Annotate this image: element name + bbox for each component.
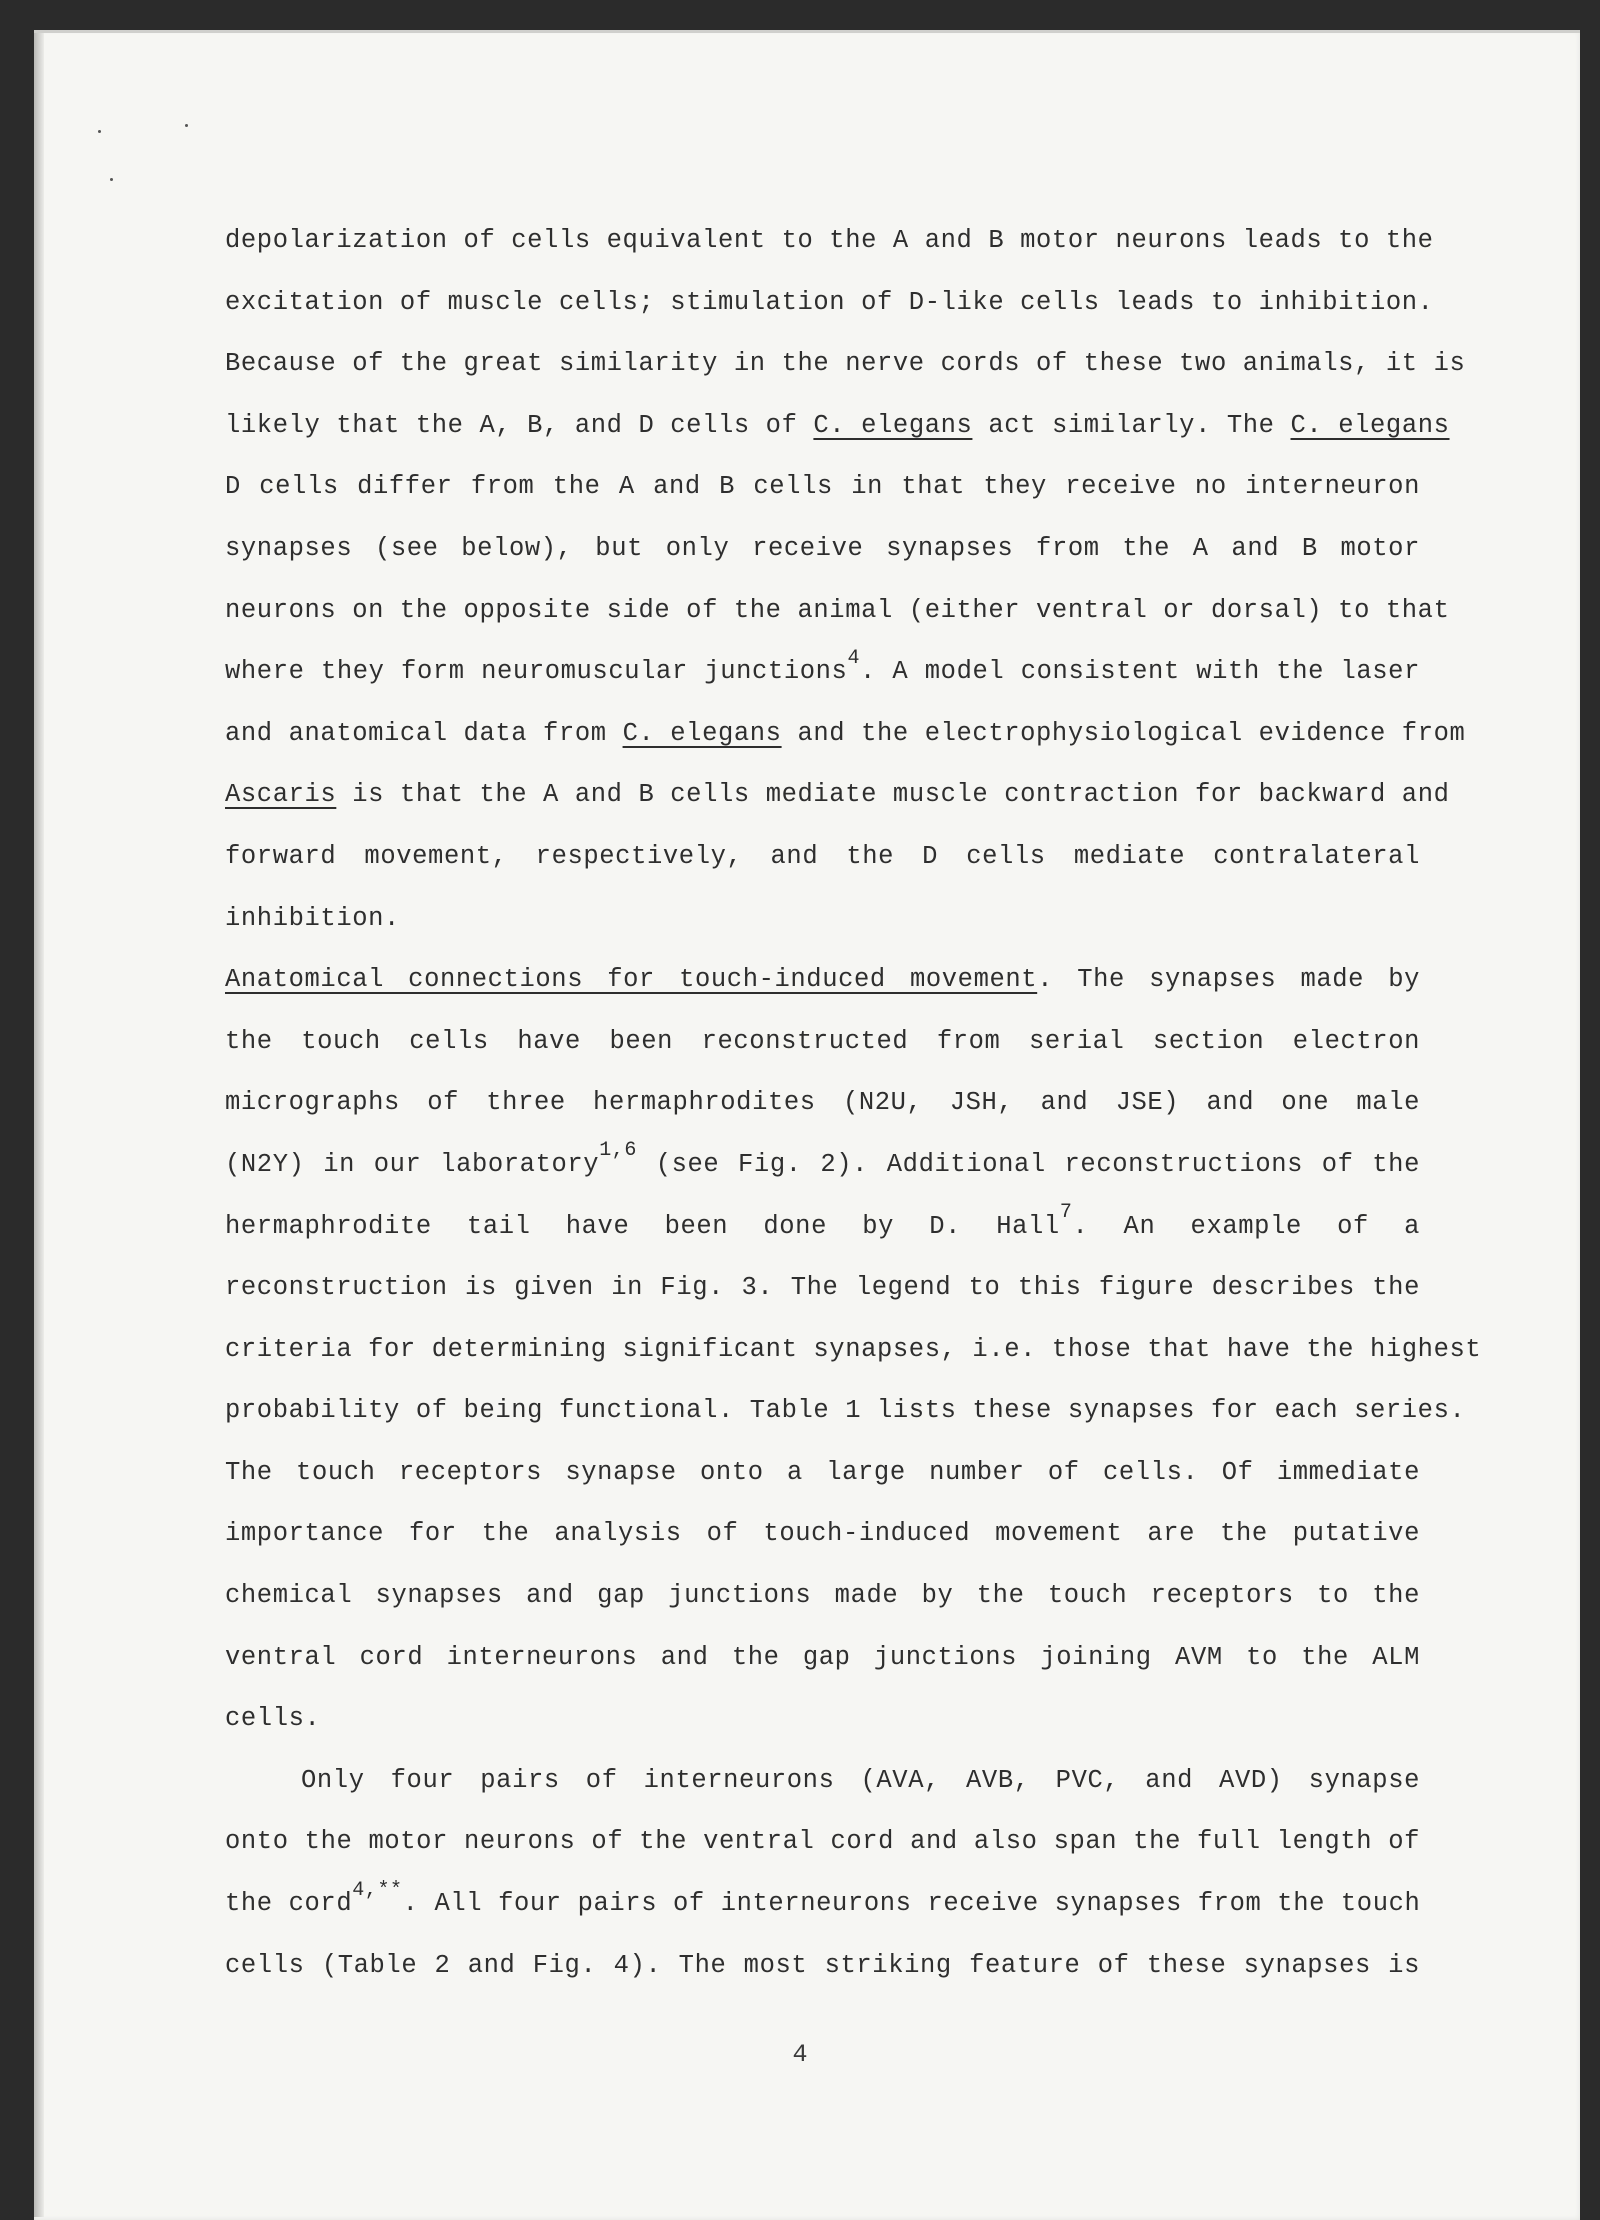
text-line: [225, 641, 1420, 703]
citation-superscript: 4: [847, 646, 861, 670]
text-run: (see Fig. 2). Additional reconstructions of the: [637, 1149, 1420, 1179]
species-name: C. elegans: [1290, 410, 1450, 440]
page-edge-shadow: [34, 30, 44, 2217]
text-line: the touch cells have been reconstructed from serial section electron: [225, 1026, 1420, 1056]
species-name: C. elegans: [622, 718, 782, 748]
text-line: importance for the analysis of touch-induced movement are the putative: [225, 1519, 1420, 1549]
text-line: forward movement, respectively, and the D cells mediate contralateral: [225, 841, 1420, 871]
citation-superscript: 7: [1059, 1201, 1073, 1224]
text-line: Because of the great similarity in the nerve cords of these two animals, it is: [225, 349, 1466, 379]
text-line: neurons on the opposite side of the animal (either ventral or dorsal) to that: [225, 595, 1450, 625]
page-number: 4: [792, 2040, 808, 2069]
text-line: cells.: [225, 1704, 321, 1734]
text-line: [225, 703, 1466, 765]
text-line: excitation of muscle cells; stimulation of D-like cells leads to inhibition.: [225, 287, 1434, 317]
text-line: synapses (see below), but only receive synapses from the A and B motor: [225, 533, 1420, 563]
text-run: (N2Y) in our laboratory: [225, 1149, 600, 1179]
text-run: and the electrophysiological evidence from: [781, 718, 1466, 748]
text-line: [225, 1873, 1420, 1935]
text-line: ventral cord interneurons and the gap junctions joining AVM to the ALM: [225, 1642, 1420, 1672]
text-run: . An example of a: [1072, 1211, 1420, 1241]
text-line: criteria for determining significant synapses, i.e. those that have the highest: [225, 1334, 1482, 1364]
body-text: [225, 210, 1482, 1996]
paragraph-2: [225, 949, 1482, 1750]
text-line: onto the motor neurons of the ventral cord and also span the full length of: [225, 1827, 1420, 1857]
text-line: [225, 949, 1420, 1011]
text-line: The touch receptors synapse onto a large number of cells. Of immediate: [225, 1457, 1420, 1487]
text-run: and anatomical data from: [225, 718, 623, 748]
text-line: [225, 1134, 1420, 1196]
text-line: Only four pairs of interneurons (AVA, AVB, PVC, and AVD) synapse: [301, 1765, 1420, 1795]
text-line: probability of being functional. Table 1 lists these synapses for each series.: [225, 1396, 1466, 1426]
text-run: hermaphrodite tail have been done by D. Hall: [225, 1211, 1060, 1241]
species-name: Ascaris: [225, 780, 337, 810]
text-run: where they form neuromuscular junctions: [225, 657, 848, 687]
text-line: chemical synapses and gap junctions made by the touch receptors to the: [225, 1581, 1420, 1611]
text-line: inhibition.: [225, 903, 400, 933]
scan-speck: [98, 130, 101, 133]
paragraph-3: [225, 1750, 1420, 1996]
text-line: D cells differ from the A and B cells in that they receive no interneuron: [225, 472, 1420, 502]
scan-speck: [110, 178, 113, 181]
text-line: [225, 764, 1450, 826]
text-run: the cord: [225, 1889, 353, 1919]
text-line: reconstruction is given in Fig. 3. The legend to this figure describes the: [225, 1273, 1420, 1303]
text-line: [225, 395, 1450, 457]
text-run: . All four pairs of interneurons receive synapses from the touch: [402, 1889, 1421, 1919]
citation-superscript: 1,6: [599, 1139, 637, 1163]
text-run: . The synapses made by: [1037, 965, 1420, 995]
text-line: depolarization of cells equivalent to the A and B motor neurons leads to the: [225, 226, 1434, 255]
text-line: cells (Table 2 and Fig. 4). The most striking feature of these synapses is: [225, 1950, 1420, 1980]
text-run: likely that the A, B, and D cells of: [225, 410, 814, 440]
text-line: micrographs of three hermaphrodites (N2U, JSH, and JSE) and one male: [225, 1088, 1420, 1118]
scan-speck: [185, 124, 188, 127]
text-run: act similarly. The: [972, 410, 1291, 440]
citation-superscript: 4,**: [352, 1878, 403, 1902]
species-name: C. elegans: [813, 410, 973, 440]
section-heading: Anatomical connections for touch-induced movement: [225, 965, 1038, 995]
text-run: . A model consistent with the laser: [860, 657, 1420, 687]
text-line: [225, 1196, 1420, 1258]
page-top-edge: [34, 30, 1580, 33]
paragraph-1: [225, 210, 1466, 949]
text-run: is that the A and B cells mediate muscle contraction for backward and: [336, 780, 1450, 810]
